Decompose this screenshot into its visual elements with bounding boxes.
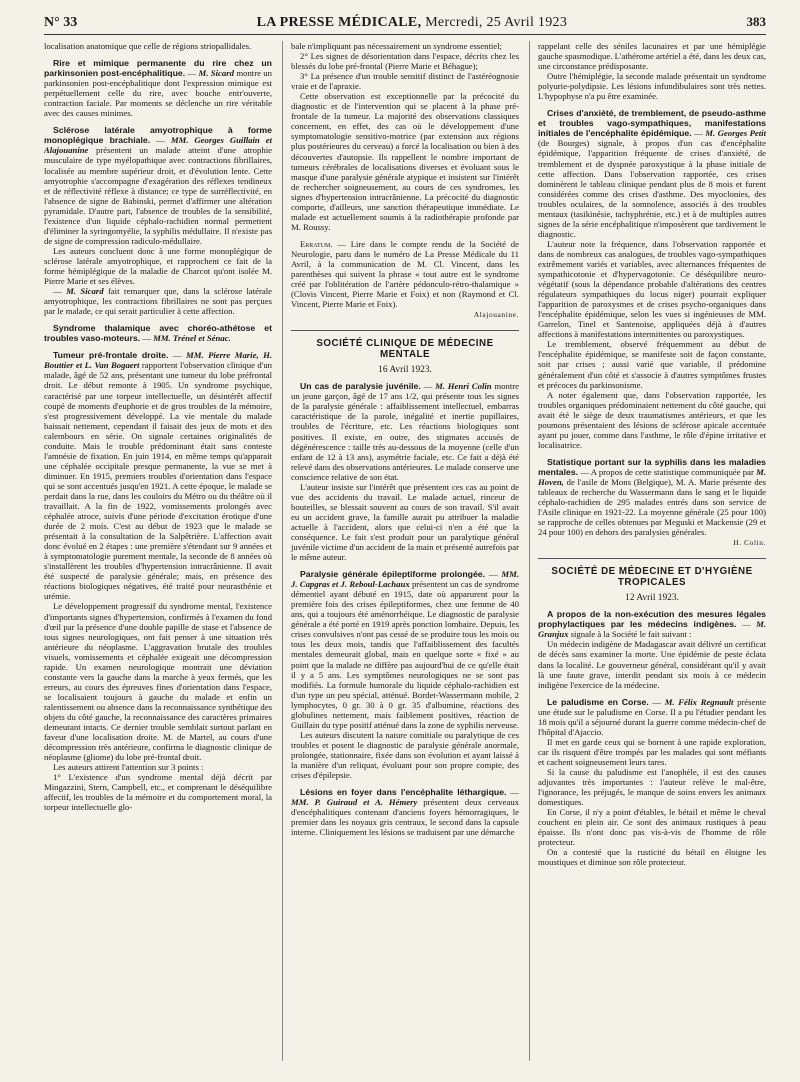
article-crises: Crises d'anxiété, de tremblement, de pseudo-asthme et troubles vago-sympathiques, manifestations initiales de l'encéphalite épidémique. — M. Georges Petit (de Bourges) signale, à propos d'un cas d'encéphalite épidémique, l'apparition fréquente de crises d'anxiété, de tremblement et de dyspnée paroxystique à la phase initiale de cette affection. Dans l'observation rapportée, ces crises dominèrent le tableau clinique pendant plus de 8 mois et furent considérées comme des crises d'asthme. Des myoclonies, des troubles oculaires, de la somnolence, associés à des troubles mentaux (tasikinésie, tachyphrénie, etc.) et à de multiples autres signes de la série encéphalitique n'imposèrent que tardivement le diagnostic. (538, 108, 766, 239)
article-paludisme: Le paludisme en Corse. — M. Félix Regnault présente une étude sur le paludisme en Corse. Il a pu l'étudier pendant les 18 mois qu'il a séjourné durant la guerre comme médecin-chef de l'hôpital d'Ajaccio. (538, 696, 766, 737)
paragraph: 1° L'existence d'un syndrome mental déjà décrit par Mingazzini, Stern, Campbell, etc., et comprenant le déséquilibre affectif, les troubles de la mémoire et du comportement moral, la torpeur intellectuelle glo- (44, 772, 272, 813)
masthead (44, 14, 766, 35)
article-lesions: Lésions en foyer dans l'encéphalite léthargique. — MM. P. Guiraud et A. Hémery présentent deux cerveaux d'encéphalitiques contenant d'anciens foyers hémorragiques, le premier dans les noyaux gris centraux, le second dans la capsule interne. Cliniquement les lésions se traduisent par une démarche (291, 787, 519, 838)
paragraph: localisation anatomique que celle de régions striopallidales. (44, 41, 252, 51)
article-text: — A propos de cette statistique communiquée par (580, 466, 754, 477)
article-heading: Tumeur pré-frontale droite. (53, 350, 169, 361)
article-thalamique: Syndrome thalamique avec choréo-athétose et troubles vaso-moteurs. — MM. Trénel et Sénac. (44, 323, 272, 344)
signature: H. Colin. (733, 538, 766, 548)
page-number: 383 (746, 14, 766, 29)
article-text: fait remarquer que, dans la sclérose latérale amyotrophique, les contractions fibrillaires ne sont pas perçues par le malade, ce qui serait particulier à cette affection. (44, 286, 272, 317)
column-1 (44, 41, 272, 1061)
article-text: présente une étude sur le paludisme en Corse. Il a pu l'étudier pendant les 18 mois qu'il a séjourné durant la guerre comme médecin-chef de l'hôpital d'Ajaccio. (538, 696, 766, 737)
article-heading: A propos de la non-exécution des mesures légales prophylactiques par les médecins indigènes. (538, 609, 766, 630)
paragraph: Les auteurs discutent la nature comitiale ou paralytique de ces troubles et posent le diagnostic de paralysie générale anormale, prolongée, stationnaire, fixée dans son évolution et ayant laissé à la manière d'un reliquat, évoluant pour son propre compte, des crises d'épilepsie. (291, 729, 519, 781)
paragraph: Le développement progressif du syndrome mental, l'existence d'importants signes d'hypertension, confirmés à l'examen du fond d'œil par la présence d'une double papille de stase et l'absence de tous signes neurologiques, ont fait penser à une situation très antérieure du néoplasme. L'aggravation brutale des troubles visuels, vomissements et céphalée exigeait une décompression rapide. Un examen neurologique montrait une déviation constante vers la gauche dans la marche à yeux fermés, que les erreurs, au cours des épreuves fines d'orientation dans l'espace, se localisaient toujours à gauche du malade et enfin un ralentissement ou absence dans la reconnaissance synthétique des objets du côté gauche, la reconnaissance des caractères primaires demeurant intacts. Ce dernier trouble semblait surtout parlant en faveur d'une localisation droite. M. de Martel, au cours d'une décompression très antérieure, confirma le diagnostic clinique de néoplasme (gliome) du lobe pré-frontal droit. (44, 601, 272, 763)
paragraph: rappelant celle des séniles lacunaires et par une hémiplégie gauche spasmodique. L'athérome artériel a été, dans les deux cas, une circonstance prédisposante. (538, 41, 766, 72)
article-heading: Rire et mimique permanente du rire chez un parkinsonien post-encéphalitique. (44, 58, 272, 79)
column-3 (529, 41, 766, 1061)
section-title: SOCIÉTÉ DE MÉDECINE ET D'HYGIÈNE TROPICALES (538, 558, 766, 588)
journal-name: LA PRESSE MÉDICALE, (256, 15, 422, 30)
paragraph: En Corse, il n'y a point d'étables, le bétail et même le cheval couchent en plein air. Ce sont des animaux rustiques à peau épaisse. Ils n'ont donc pas vis-à-vis de l'homme de rôle protecteur. (538, 807, 766, 848)
article-heading: Paralysie générale épileptiforme prolongée. (300, 569, 486, 580)
erratum-label: Erratum. (300, 238, 333, 249)
article-text: (de Bourges) signale, à propos d'un cas d'encéphalite épidémique, l'apparition fréquente de crises d'anxiété, de tremblement et de dyspnée paroxystique à la phase initiale de cette affection. Dans l'observation rapportée, ces crises dominèrent le tableau clinique pendant plus de 8 mois et furent considérées comme des crises d'asthme. Des myoclonies, des troubles oculaires, de la somnolence, associés à des troubles mentaux (tasikinésie, tachyphrénie, etc.) et à de multiples autres signes de la série encéphalitique n'imposèrent que tardivement le diagnostic. (538, 138, 766, 239)
article-author: M. Henri Colin (435, 381, 492, 392)
erratum-text: — Lire dans le compte rendu de la Société de Neurologie, paru dans le numéro de La Presse Médicale du 11 Avril, à la communication de M. Cl. Vincent, dans les parenthèses qui suivent la phrase « tout autre est le syndrome créé par l'oblitération de l'artère pédonculo-rétro-thalamique » (Clovis Vincent, Pierre Marie et Foix) et non (Raymond et Cl. Vincent, Pierre Marie et Foix). (291, 238, 519, 310)
issue-date: Mercredi, 25 Avril 1923 (425, 15, 568, 30)
article-prophylaxie: A propos de la non-exécution des mesures légales prophylactiques par les médecins indigènes. — M. Granjux signale à la Société le fait suivant : (538, 609, 766, 640)
article-heading: Syndrome thalamique avec choréo-athétose et troubles vaso-moteurs. (44, 323, 272, 344)
article-sla: Sclérose latérale amyotrophique à forme monoplégique brachiale. — MM. Georges Guillain et Alajouanine présentent un malade atteint d'une atrophie musculaire de type myélopathique avec contractions fibrillaires, localisée au membre supérieur droit, et d'évolution lente. Cette amyotrophie s'accompagne d'exagération des réflexes tendineux et de réflectivité réflexe à distance; ce type de surréflectivité, en l'absence de signe de Babinski, permet d'affirmer une altération pyramidale. D'autre part, l'absence de troubles de la sensibilité, l'existence d'un liquide céphalo-rachidien normal permettent d'éliminer la syringomyélie, la syphilis médullaire. Il n'existe pas de signe de compression radiculo-médullaire. (44, 125, 272, 246)
paragraph: On a contesté que la rusticité du bétail en éloigne les moustiques et diminue son rôle protecteur. (538, 847, 766, 868)
article-text: présentent un malade atteint d'une atrophie musculaire de type myélopathique avec contractions fibrillaires, localisée au membre supérieur droit, et d'évolution lente. Cette amyotrophie s'accompagne d'exagération des réflexes tendineux et de réflectivité réflexe à distance; ce type de surréflectivité, en l'absence de signe de Babinski, permet d'affirmer une altération pyramidale. D'autre part, l'absence de troubles de la sensibilité, l'existence d'un liquide céphalo-rachidien normal permettent d'éliminer la syringomyélie, la syphilis médullaire. Il n'existe pas de signe de compression radiculo-médullaire. (44, 145, 272, 246)
article-text: présentent deux cerveaux d'encéphalitiques contenant d'anciens foyers hémorragiques, le premier dans les noyaux gris centraux, le second dans la capsule interne. Cliniquement les lésions se traduisent par une démarche (291, 797, 519, 838)
paragraph: Un médecin indigène de Madagascar avait délivré un certificat de décès sans examiner la morte. Une épidémie de peste éclata dans la localité. Le gouverneur général, considérant qu'il y avait là une faute grave, interdit pendant six mois à ce médecin indigène l'exercice de la médecine. (538, 639, 766, 690)
article-author: M. Granjux (538, 619, 766, 640)
article-columns (44, 41, 766, 1061)
article-heading: Lésions en foyer dans l'encéphalite léthargique. (300, 787, 507, 798)
article-heading: Le paludisme en Corse. (547, 696, 649, 707)
paragraph: 2° Les signes de désorientation dans l'espace, décrits chez les blessés du lobe pré-frontal (Pierre Marie et Béhague); (291, 51, 519, 72)
article-heading: Un cas de paralysie juvénile. (300, 381, 421, 392)
article-author: MM. Trénel et Sénac. (153, 333, 231, 344)
section-date: 12 Avril 1923. (625, 593, 679, 604)
paragraph: Les auteurs attirent l'attention sur 3 points : (53, 762, 204, 773)
article-text: rapportent l'observation clinique d'un malade, âgé de 52 ans, présentant une tumeur du lobe préfrontal droit. Le début remonte à 1905. Un syndrome psychique, caractérisé par une torpeur intellectuelle, un désintérêt affectif coupé de moments d'euphorie et de gros troubles de la mémoire, s'est progressivement développé. La vie mentale du malade baissait nettement, cependant il faisait des jeux de mots et des calembours en série. On signale certaines originalités de conduite. Mais le trouble prédominant était sans conteste l'amnésie de fixation. En juin 1914, en même temps qu'apparait une céphalée occipitale presque permanente, la vue se met à diminuer. En 1915, premiers troubles d'orientation dans l'espace qui se sont accentués jusqu'en 1921. A cette époque, le malade se perdait dans la rue, dans les couloirs du Métro ou du théâtre où il travaillait. A la fin de 1922, vomissements prolongés avec céphalée atroce, suivis d'une période d'excitation érotique d'une durée de 2 mois. C'est au début de 1923 que le malade se présentait à la consultation de la Salpêtrière. L'affection avait donc évolué en 2 étapes : une première s'étendant sur 9 années et à symptomatologie purement mentale, la seconde de 8 années où s'installèrent les troubles d'hypertension intracrânienne. Il avait été suspecté de paralysie générale; mais, en présence des réactions biologiques négatives, été traité pour neurasthénie et urémie. (44, 360, 272, 602)
article-author: M. Félix Regnault (664, 696, 734, 707)
article-tumeur: Tumeur pré-frontale droite. — MM. Pierre Marie, H. Bouttier et L. Van Bogaert rapportent l'observation clinique d'un malade, âgé de 52 ans, présentant une tumeur du lobe préfrontal droit. Le début remonte à 1905. Un syndrome psychique, caractérisé par une torpeur intellectuelle, un désintérêt affectif coupé de moments d'euphorie et de gros troubles de la mémoire, s'est progressivement développé. La vie mentale du malade baissait nettement, cependant il faisait des jeux de mots et des calembours en série. On signale certaines originalités de conduite. Mais le trouble prédominant était sans conteste l'amnésie de fixation. En juin 1914, en même temps qu'apparait une céphalée occipitale presque permanente, la vue se met à diminuer. En 1915, premiers troubles d'orientation dans l'espace qui se sont accentués jusqu'en 1921. A cette époque, le malade se perdait dans la rue, dans les couloirs du Métro ou du théâtre où il travaillait. A la fin de 1922, vomissements prolongés avec céphalée atroce, suivis d'une période d'excitation érotique d'une durée de 2 mois. C'est au début de 1923 que le malade se présentait à la consultation de la Salpêtrière. L'affection avait donc évolué en 2 étapes : une première s'étendant sur 9 années et à symptomatologie purement mentale, la seconde de 8 années où s'installèrent les troubles d'hypertension intracrânienne. Il avait été suspecté de paralysie générale; mais, en présence des réactions biologiques négatives, été traité pour neurasthénie et urémie. (44, 350, 272, 602)
article-sicard-remark: — M. Sicard fait remarquer que, dans la sclérose latérale amyotrophique, les contractions fibrillaires ne sont pas perçues par le malade, ce qui serait particulier à cette affection. (44, 286, 272, 317)
article-text: signale à la Société le fait suivant : (570, 629, 692, 640)
issue-number: N° 33 (44, 15, 78, 30)
article-statistique (538, 457, 766, 537)
article-author: MM. Georges Guillain et Alajouanine (44, 135, 272, 156)
article-heading: Statistique portant sur la syphilis dans les maladies mentales. (538, 456, 766, 477)
paragraph: 3° La présence d'un trouble sensitif distinct de l'astéréognosie vraie et de l'apraxie. (291, 71, 519, 92)
journal-title (257, 15, 568, 31)
paragraph: Il met en garde ceux qui se bornent à une rapide exploration, car ils risquent d'être trompés par les malades qui sont méfiants et cachent soigneusement leurs tares. (538, 736, 766, 767)
section-title: SOCIÉTÉ CLINIQUE DE MÉDECINE MENTALE (291, 330, 519, 360)
paragraph: bale n'impliquant pas nécessairement un syndrome essentiel; (291, 41, 502, 51)
article-author: MM. J. Capgras et J. Reboul-Lachaux (291, 569, 519, 590)
article-author: MM. P. Guiraud et A. Hémery (291, 797, 418, 808)
paragraph: L'auteur note la fréquence, dans l'observation rapportée et dans de nombreux cas analogues, de troubles vago-sympathiques extrêmement variés et variables, avec alternances fréquentes de sympathicotonie et d'hypervagotonie. Ce déséquilibre neuro-végétatif (sous la dépendance probable d'altérations des centres régulateurs sympathiques du locus niger) pourrait expliquer l'apparition de paroxysmes et de crises psycho-organiques dans l'encéphalite épidémique, selon les vues si ingénieuses de MM. Garrelon, Tinel et Santenoise, appliquées déjà à d'autres affections à manifestations intermittentes ou paroxystiques. (538, 238, 766, 340)
paragraph: Le tremblement, observé fréquemment au début de l'encéphalite épidémique, se manifeste soit de façon constante, soit par crises ; aussi varié que variable, il prédomine généralement d'un côté et s'associe à d'autres symptômes frustes et précoces du parkinsonisme. (538, 339, 766, 390)
article-heading: Sclérose latérale amyotrophique à forme monoplégique brachiale. (44, 125, 272, 146)
article-author: M. Hoven, (538, 466, 766, 487)
signature: Alajouanine. (473, 310, 519, 320)
article-text: montre un jeune garçon, âgé de 17 ans 1/2, qui présente tous les signes de la paralysie générale : affaiblissement intellectuel, embarras caractéristique de la parole, inégalité et inertie pupillaires, troubles de l'écriture, etc. Les réactions biologiques sont positives. Il existe, en outre, des stigmates accusés de dégénérescence : taille très au-dessous de la moyenne (celle d'un enfant de 12 à 13 ans), asymétrie faciale, etc. Ce fait a déjà été relevé dans des observations antérieures. Le malade conserve une conscience relative de son état. (291, 381, 519, 482)
article-paralysie-juvenile: Un cas de paralysie juvénile. — M. Henri Colin montre un jeune garçon, âgé de 17 ans 1/2, qui présente tous les signes de la paralysie générale : affaiblissement intellectuel, embarras caractéristique de la parole, inégalité et inertie pupillaires, troubles de l'écriture, etc. Les réactions biologiques sont positives. Il existe, en outre, des stigmates accusés de dégénérescence : taille très au-dessous de la moyenne (celle d'un enfant de 12 à 13 ans), asymétrie faciale, etc. Ce fait a déjà été relevé dans des observations antérieures. Le malade conserve une conscience relative de son état. (291, 381, 519, 482)
paragraph: L'auteur insiste sur l'intérêt que présentent ces cas au point de vue des accidents du travail. Le malade actuel, rinceur de bouteilles, se blessait souvent au cours de son travail. S'il avait eu un accident grave, la famille aurait pu attribuer la maladie actuelle à l'accident, alors que celui-ci n'en a été que la conséquence. Le fait s'est produit pour un paralytique général juvénile victime d'un accident de la main et présenté autrefois par le même auteur. (291, 481, 519, 563)
article-author: M. Sicard (66, 286, 104, 297)
paragraph: A noter également que, dans l'observation rapportée, les troubles organiques prédominaient nettement du côté gauche, qui avait été le siège de deux traumatismes antérieurs, et que les poumons présentaient des lésions de sclérose apicale accentuée ayant pu jouer, comme dans l'asthme, le rôle d'épine irritative et localisatrice. (538, 389, 766, 450)
section-date: 16 Avril 1923. (378, 365, 432, 376)
article-heading: Crises d'anxiété, de tremblement, de pseudo-asthme et troubles vago-sympathiques, manifestations initiales de l'encéphalite épidémique. (538, 108, 766, 139)
article-author: M. Sicard (198, 68, 234, 79)
article-author: MM. Pierre Marie, H. Bouttier et L. Van Bogaert (44, 350, 272, 371)
column-2 (282, 41, 519, 1061)
article-text: de l'asile de Mons (Belgique), M. A. Marie présente des tableaux de recherche du Wassermann dans le sang et le liquide céphalo-rachidien de 295 malades entrés dans son service de l'Asile clinique en 1921-22. La moyenne générale (25 pour 100) se rapproche de celles obtenues par Meguski et Mackensie (29 et 24 pour 100) en dehors des paralysies générales. (538, 476, 766, 538)
paragraph: Si la cause du paludisme est l'anophèle, il est des causes adjuvantes très importantes : l'auteur relève le mal-être, l'ignorance, les préjugés, le manque de soins envers les animaux domestiques. (538, 767, 766, 808)
erratum (291, 239, 519, 309)
article-rire: Rire et mimique permanente du rire chez un parkinsonien post-encéphalitique. — M. Sicard montre un parkinsonien post-encéphalitique dont l'expression mimique est perpétuellement celle du rire, avec bouche entr'ouverte, contraction faciale. Par moments se déclenche un rire véritable avec des causes minimes. (44, 58, 272, 119)
article-author: M. Georges Petit (705, 128, 766, 139)
article-text: présentent un cas de syndrome démentiel ayant débuté en 1915, date où apparurent pour la première fois des crises épileptiformes, chez une femme de 40 ans, qui a toujours été aménorrhéique. Le diagnostic de paralysie générale a été porté en 1919 après ponction lombaire. Depuis, les crises convulsives n'ont pas cessé de se produire tous les mois ou tous les deux mois, tandis que l'affaiblissement des facultés mentales demeurait global, mais en quelque sorte « fixé » au point que la malade ne diffère pas aujourd'hui de ce qu'elle était il y a 5 ans. Les symptômes neurologiques ne se sont pas modifiés. La formule humorale du liquide céphalo-rachidien est d'un type un peu spécial, atténué. Bordet-Wassermann mobile, 2 lymphocytes, 0 gr. 30 à 0 gr. 35 d'albumine, réactions des globulines nettement, mais faiblement positives, réaction de Guillain du type positif atténué dans la zone de syphilis nerveuse. (291, 579, 519, 730)
paragraph: Outre l'hémiplégie, la seconde malade présentait un syndrome polyurie-polydipsie. Les lésions infundibulaires sont très nettes. L'hypophyse n'a pu être examinée. (538, 71, 766, 102)
article-text: montre un parkinsonien post-encéphalitique dont l'expression mimique est perpétuellement celle du rire, avec bouche entr'ouverte, contraction faciale. Par moments se déclenche un rire véritable avec des causes minimes. (44, 68, 272, 119)
paragraph: Les auteurs concluent donc à une forme monoplégique de sclérose latérale amyotrophique, et rapprochent ce fait de la forme hémiplégique de la maladie de Charcot qu'ont isolée M. Pierre Marie et ses élèves. (44, 245, 272, 287)
paragraph: Cette observation est exceptionnelle par la précocité du diagnostic et de l'intervention qui se placent à la phase pré-frontale de la tumeur. La majorité des observations classiques concernent, en effet, des cas où le développement d'une symptomatologie sensitivo-motrice (par extension aux régions plus postérieures du cerveau) a forcé la localisation ou bien à des découvertes d'autopsie. Ils rappellent le nombre important de tumeurs cérébrales de localisations diverses et évoluant sous le masque d'une paralysie générale atypique et insistent sur l'intérêt de rechercher soigneusement, au cours de ces syndromes, les signes d'hypertension intracrânienne. La précocité du diagnostic comporte, d'ailleurs, une sanction thérapeutique immédiate. Le malade est actuellement soumis à la radiothérapie profonde par M. Roussy. (291, 91, 519, 232)
article-paralysie-epileptiforme: Paralysie générale épileptiforme prolongée. — MM. J. Capgras et J. Reboul-Lachaux présentent un cas de syndrome démentiel ayant débuté en 1915, date où apparurent pour la première fois des crises épileptiformes, chez une femme de 40 ans, qui a toujours été aménorrhéique. Le diagnostic de paralysie générale a été porté en 1919 après ponction lombaire. Depuis, les crises convulsives n'ont pas cessé de se produire tous les mois ou tous les deux mois, tandis que l'affaiblissement des facultés mentales demeurait global, mais en quelque sorte « fixé » au point que la malade ne diffère pas aujourd'hui de ce qu'elle était il y a 5 ans. Les symptômes neurologiques ne se sont pas modifiés. La formule humorale du liquide céphalo-rachidien est d'un type un peu spécial, atténué. Bordet-Wassermann mobile, 2 lymphocytes, 0 gr. 30 à 0 gr. 35 d'albumine, réactions des globulines nettement, mais faiblement positives, réaction de Guillain du type positif atténué dans la zone de syphilis nerveuse. (291, 569, 519, 730)
